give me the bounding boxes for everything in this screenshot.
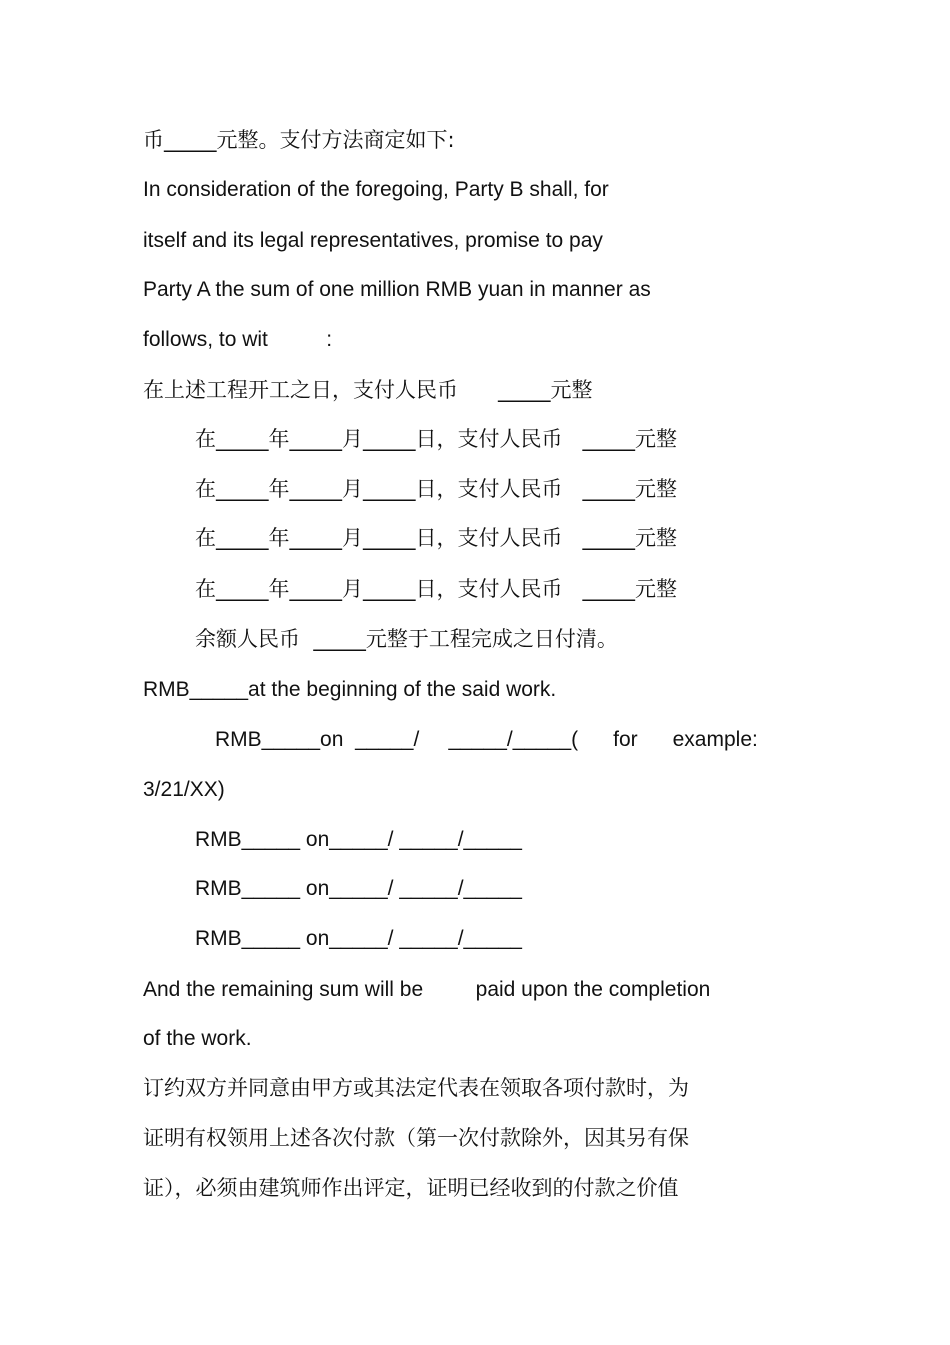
text-line-installment-zh-3: 在_____年_____月_____日，支付人民币 _____元整 [195,526,678,550]
text-line-installment-zh-4: 在_____年_____月_____日，支付人民币 _____元整 [195,577,678,601]
text-line-remaining-sum: And the remaining sum will be paid upon the completion [143,978,711,1001]
text-line-example-date: 3/21/XX) [143,778,225,801]
text-line-agreement-zh-2: 证明有权领用上述各次付款（第一次付款除外，因其另有保 [143,1126,689,1150]
text-line-agreement-zh-3: 证），必须由建筑师作出评定，证明已经收到的付款之价值 [143,1176,679,1200]
text-line-legal-representatives: itself and its legal representatives, promise to pay [143,229,603,252]
text-line-agreement-zh-1: 订约双方并同意由甲方或其法定代表在领取各项付款时，为 [143,1076,689,1100]
text-line-installment-en-3: RMB_____ on_____/ _____/_____ [195,927,522,950]
text-line-installment-zh-2: 在_____年_____月_____日，支付人民币 _____元整 [195,477,678,501]
text-line-installment-zh-1: 在_____年_____月_____日，支付人民币 _____元整 [195,427,678,451]
text-line-remaining-zh: 余额人民币 _____元整于工程完成之日付清。 [195,627,618,651]
text-line-installment-example: RMB_____on _____/ _____/_____( for example: [215,728,758,751]
text-line-sum: Party A the sum of one million RMB yuan in manner as [143,278,651,301]
text-line-consideration: In consideration of the foregoing, Party B shall, for [143,178,609,201]
text-line-installment-en-2: RMB_____ on_____/ _____/_____ [195,877,522,900]
text-line-commencement-payment-zh: 在上述工程开工之日，支付人民币 _____元整 [143,378,593,402]
text-line-to-wit: follows, to wit : [143,328,333,351]
text-line-payment-method: 币_____元整。支付方法商定如下: [143,128,455,152]
text-line-installment-en-1: RMB_____ on_____/ _____/_____ [195,828,522,851]
text-line-completion: of the work. [143,1027,252,1050]
text-line-beginning-of-work: RMB_____at the beginning of the said work. [143,678,557,701]
